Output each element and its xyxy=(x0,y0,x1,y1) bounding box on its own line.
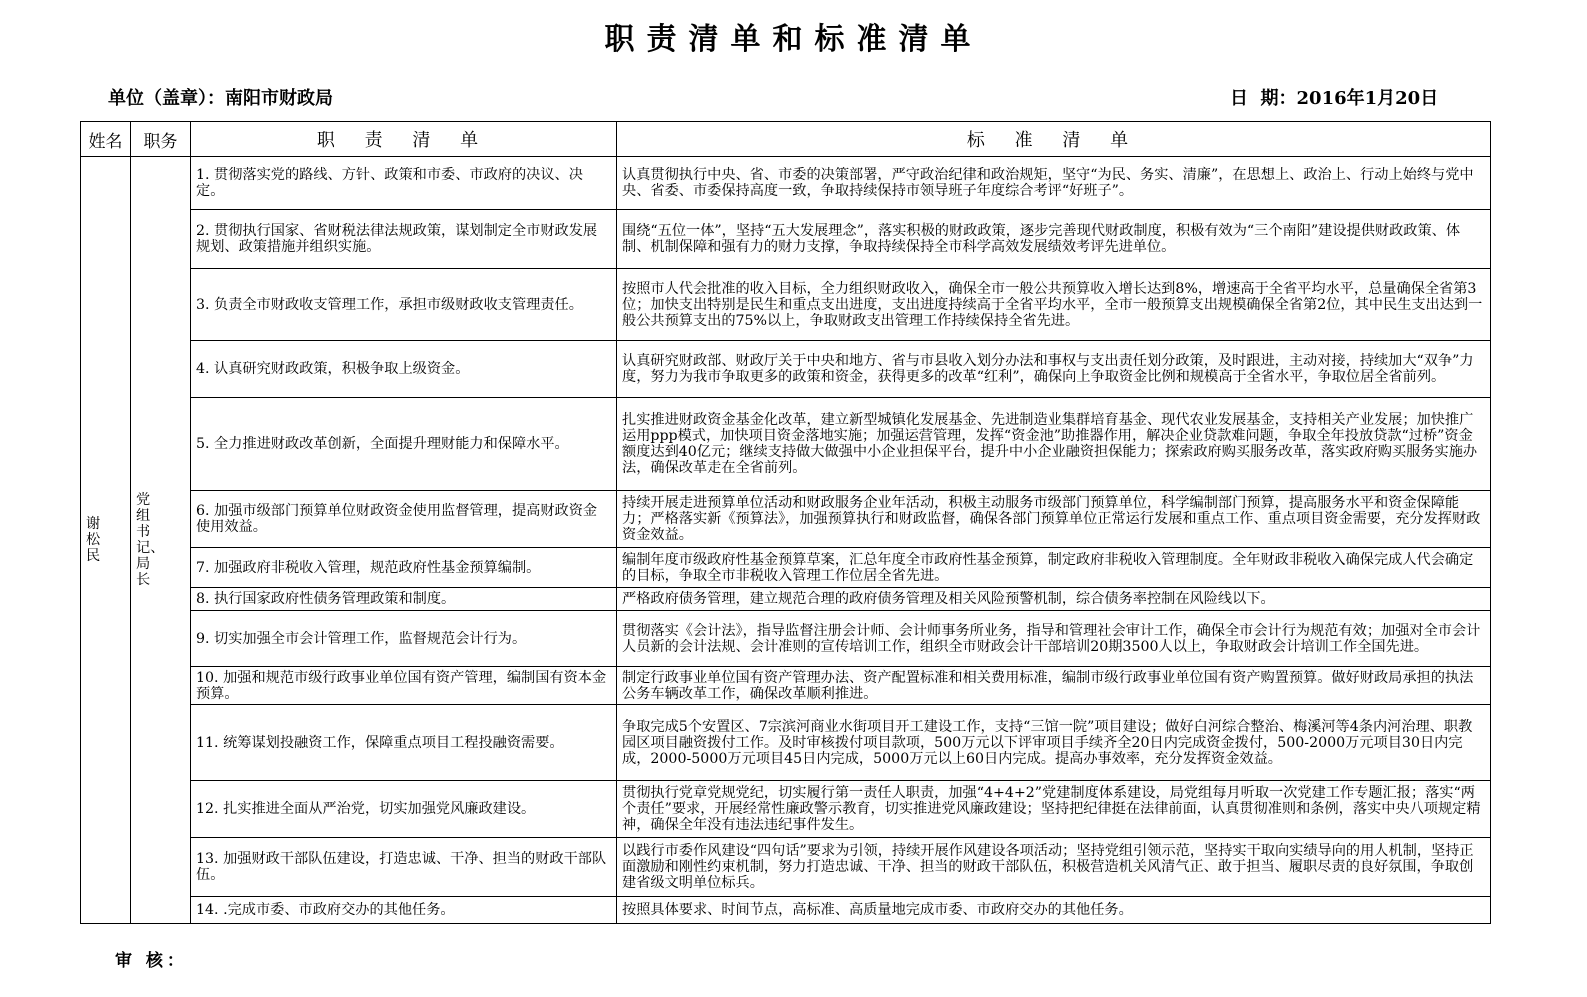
duty-cell: 11. 统筹谋划投融资工作，保障重点项目工程投融资需要。 xyxy=(191,705,617,781)
unit-label: 单位（盖章）：南阳市财政局 xyxy=(108,88,333,109)
table-row xyxy=(81,210,1491,269)
table-row xyxy=(81,705,1491,781)
header-name: 姓名 xyxy=(81,122,131,157)
table-row xyxy=(81,491,1491,548)
standard-cell: 按照具体要求、时间节点，高标准、高质量地完成市委、市政府交办的其他任务。 xyxy=(617,897,1491,924)
standard-cell: 持续开展走进预算单位活动和财政服务企业年活动，积极主动服务市级部门预算单位，科学编制部门预算，提高服务水平和资金保障能力；严格落实新《预算法》，加强预算执行和财政监督，确保各部门预算单位正常运行发展和重点工作、重点项目资金需要，充分发挥财政资金效益。 xyxy=(617,491,1491,548)
standard-cell: 认真贯彻执行中央、省、市委的决策部署，严守政治纪律和政治规矩，坚守“为民、务实、清廉”，在思想上、政治上、行动上始终与党中央、省委、市委保持高度一致，争取持续保持市领导班子年度综合考评“好班子”。 xyxy=(617,157,1491,210)
table-row xyxy=(81,548,1491,588)
role-cell xyxy=(131,157,191,924)
table-row xyxy=(81,781,1491,838)
standard-cell: 贯彻执行党章党规党纪，切实履行第一责任人职责，加强“4+4+2”党建制度体系建设，局党组每月听取一次党建工作专题汇报；落实“两个责任”要求，开展经常性廉政警示教育，切实推进党风廉政建设；坚持把纪律挺在法律前面，认真贯彻准则和条例，落实中央八项规定精神，确保全年没有违法违纪事件发生。 xyxy=(617,781,1491,838)
header-duties: 职 责 清 单 xyxy=(191,122,617,157)
duty-cell: 3. 负责全市财政收支管理工作，承担市级财政收支管理责任。 xyxy=(191,269,617,341)
review-label: 审 核： xyxy=(115,951,188,971)
person-cell xyxy=(81,157,131,924)
duty-cell: 14. .完成市委、市政府交办的其他任务。 xyxy=(191,897,617,924)
duty-cell: 12. 扎实推进全面从严治党，切实加强党风廉政建设。 xyxy=(191,781,617,838)
standard-cell: 认真研究财政部、财政厅关于中央和地方、省与市县收入划分办法和事权与支出责任划分政策，及时跟进，主动对接，持续加大“双争”力度，努力为我市争取更多的政策和资金，获得更多的改革“红利”，确保向上争取资金比例和规模高于全省水平，争取位居全省前列。 xyxy=(617,341,1491,398)
table-row xyxy=(81,897,1491,924)
standard-cell: 编制年度市级政府性基金预算草案，汇总年度全市政府性基金预算，制定政府非税收入管理制度。全年财政非税收入确保完成人代会确定的目标，争取全市非税收入管理工作位居全省先进。 xyxy=(617,548,1491,588)
header-standards: 标 准 清 单 xyxy=(617,122,1491,157)
duty-cell: 10. 加强和规范市级行政事业单位国有资产管理，编制国有资本金预算。 xyxy=(191,667,617,705)
date-label: 日 期：2016年1月20日 xyxy=(1230,88,1439,109)
duty-table xyxy=(80,121,1491,924)
page-title: 职责清单和标准清单 xyxy=(604,22,983,57)
duty-cell: 8. 执行国家政府性债务管理政策和制度。 xyxy=(191,588,617,611)
standard-cell: 严格政府债务管理，建立规范合理的政府债务管理及相关风险预警机制，综合债务率控制在风险线以下。 xyxy=(617,588,1491,611)
duty-cell: 1. 贯彻落实党的路线、方针、政策和市委、市政府的决议、决定。 xyxy=(191,157,617,210)
standard-cell: 扎实推进财政资金基金化改革，建立新型城镇化发展基金、先进制造业集群培育基金、现代农业发展基金，支持相关产业发展；加快推广运用ppp模式，加快项目资金落地实施；加强运营管理，发挥“资金池”助推器作用，解决企业贷款难问题，争取全年投放贷款“过桥”资金额度达到40亿元；继续支持做大做强中小企业担保平台，提升中小企业融资担保能力；探索政府购买服务改革，落实政府购买服务实施办法，确保改革走在全省前列。 xyxy=(617,398,1491,491)
header-role: 职务 xyxy=(131,122,191,157)
standard-cell: 制定行政事业单位国有资产管理办法、资产配置标准和相关费用标准，编制市级行政事业单位国有资产购置预算。做好财政局承担的执法公务车辆改革工作，确保改革顺利推进。 xyxy=(617,667,1491,705)
table-row xyxy=(81,588,1491,611)
table-row xyxy=(81,269,1491,341)
duty-cell: 9. 切实加强全市会计管理工作，监督规范会计行为。 xyxy=(191,611,617,667)
table-row xyxy=(81,157,1491,210)
table-row xyxy=(81,611,1491,667)
standard-cell: 按照市人代会批准的收入目标，全力组织财政收入，确保全市一般公共预算收入增长达到8%，增速高于全省平均水平，总量确保全省第3位；加快支出特别是民生和重点支出进度，支出进度持续高于全省平均水平，全市一般预算支出规模确保全省第2位，其中民生支出达到一般公共预算支出的75%以上，争取财政支出管理工作持续保持全省先进。 xyxy=(617,269,1491,341)
duty-cell: 6. 加强市级部门预算单位财政资金使用监督管理，提高财政资金使用效益。 xyxy=(191,491,617,548)
table-row xyxy=(81,341,1491,398)
duty-cell: 5. 全力推进财政改革创新，全面提升理财能力和保障水平。 xyxy=(191,398,617,491)
standard-cell: 以践行市委作风建设“四句话”要求为引领，持续开展作风建设各项活动；坚持党组引领示范，坚持实干取向实绩导向的用人机制，坚持正面激励和刚性约束机制，努力打造忠诚、干净、担当的财政干部队伍，积极营造机关风清气正、敢于担当、履职尽责的良好氛围，争取创建省级文明单位标兵。 xyxy=(617,838,1491,897)
standard-cell: 贯彻落实《会计法》，指导监督注册会计师、会计师事务所业务，指导和管理社会审计工作，确保全市会计行为规范有效；加强对全市会计人员新的会计法规、会计准则的宣传培训工作，组织全市财政会计干部培训20期3500人以上，争取财政会计培训工作全国先进。 xyxy=(617,611,1491,667)
standard-cell: 争取完成5个安置区、7宗滨河商业水街项目开工建设工作，支持“三馆一院”项目建设；做好白河综合整治、梅溪河等4条内河治理、职教园区项目融资拨付工作。及时审核拨付项目款项，500万元以下评审项目手续齐全20日内完成资金拨付，500-2000万元项目30日内完成，2000-5000万元项目45日内完成，5000万元以上60日内完成。提高办事效率，充分发挥资金效益。 xyxy=(617,705,1491,781)
person-position: 党组书记、局长 xyxy=(136,492,165,588)
person-name: 谢松民 xyxy=(86,516,101,564)
duty-cell: 2. 贯彻执行国家、省财税法律法规政策，谋划制定全市财政发展规划、政策措施并组织实施。 xyxy=(191,210,617,269)
table-header-row xyxy=(81,122,1491,157)
duty-cell: 13. 加强财政干部队伍建设，打造忠诚、干净、担当的财政干部队伍。 xyxy=(191,838,617,897)
table-row xyxy=(81,667,1491,705)
duty-cell: 4. 认真研究财政政策，积极争取上级资金。 xyxy=(191,341,617,398)
table-row xyxy=(81,398,1491,491)
standard-cell: 围绕“五位一体”，坚持“五大发展理念”，落实积极的财政政策，逐步完善现代财政制度，积极有效为“三个南阳”建设提供财政政策、体制、机制保障和强有力的财力支撑，争取持续保持全市科学高效发展绩效考评先进单位。 xyxy=(617,210,1491,269)
duty-cell: 7. 加强政府非税收入管理，规范政府性基金预算编制。 xyxy=(191,548,617,588)
table-row xyxy=(81,838,1491,897)
